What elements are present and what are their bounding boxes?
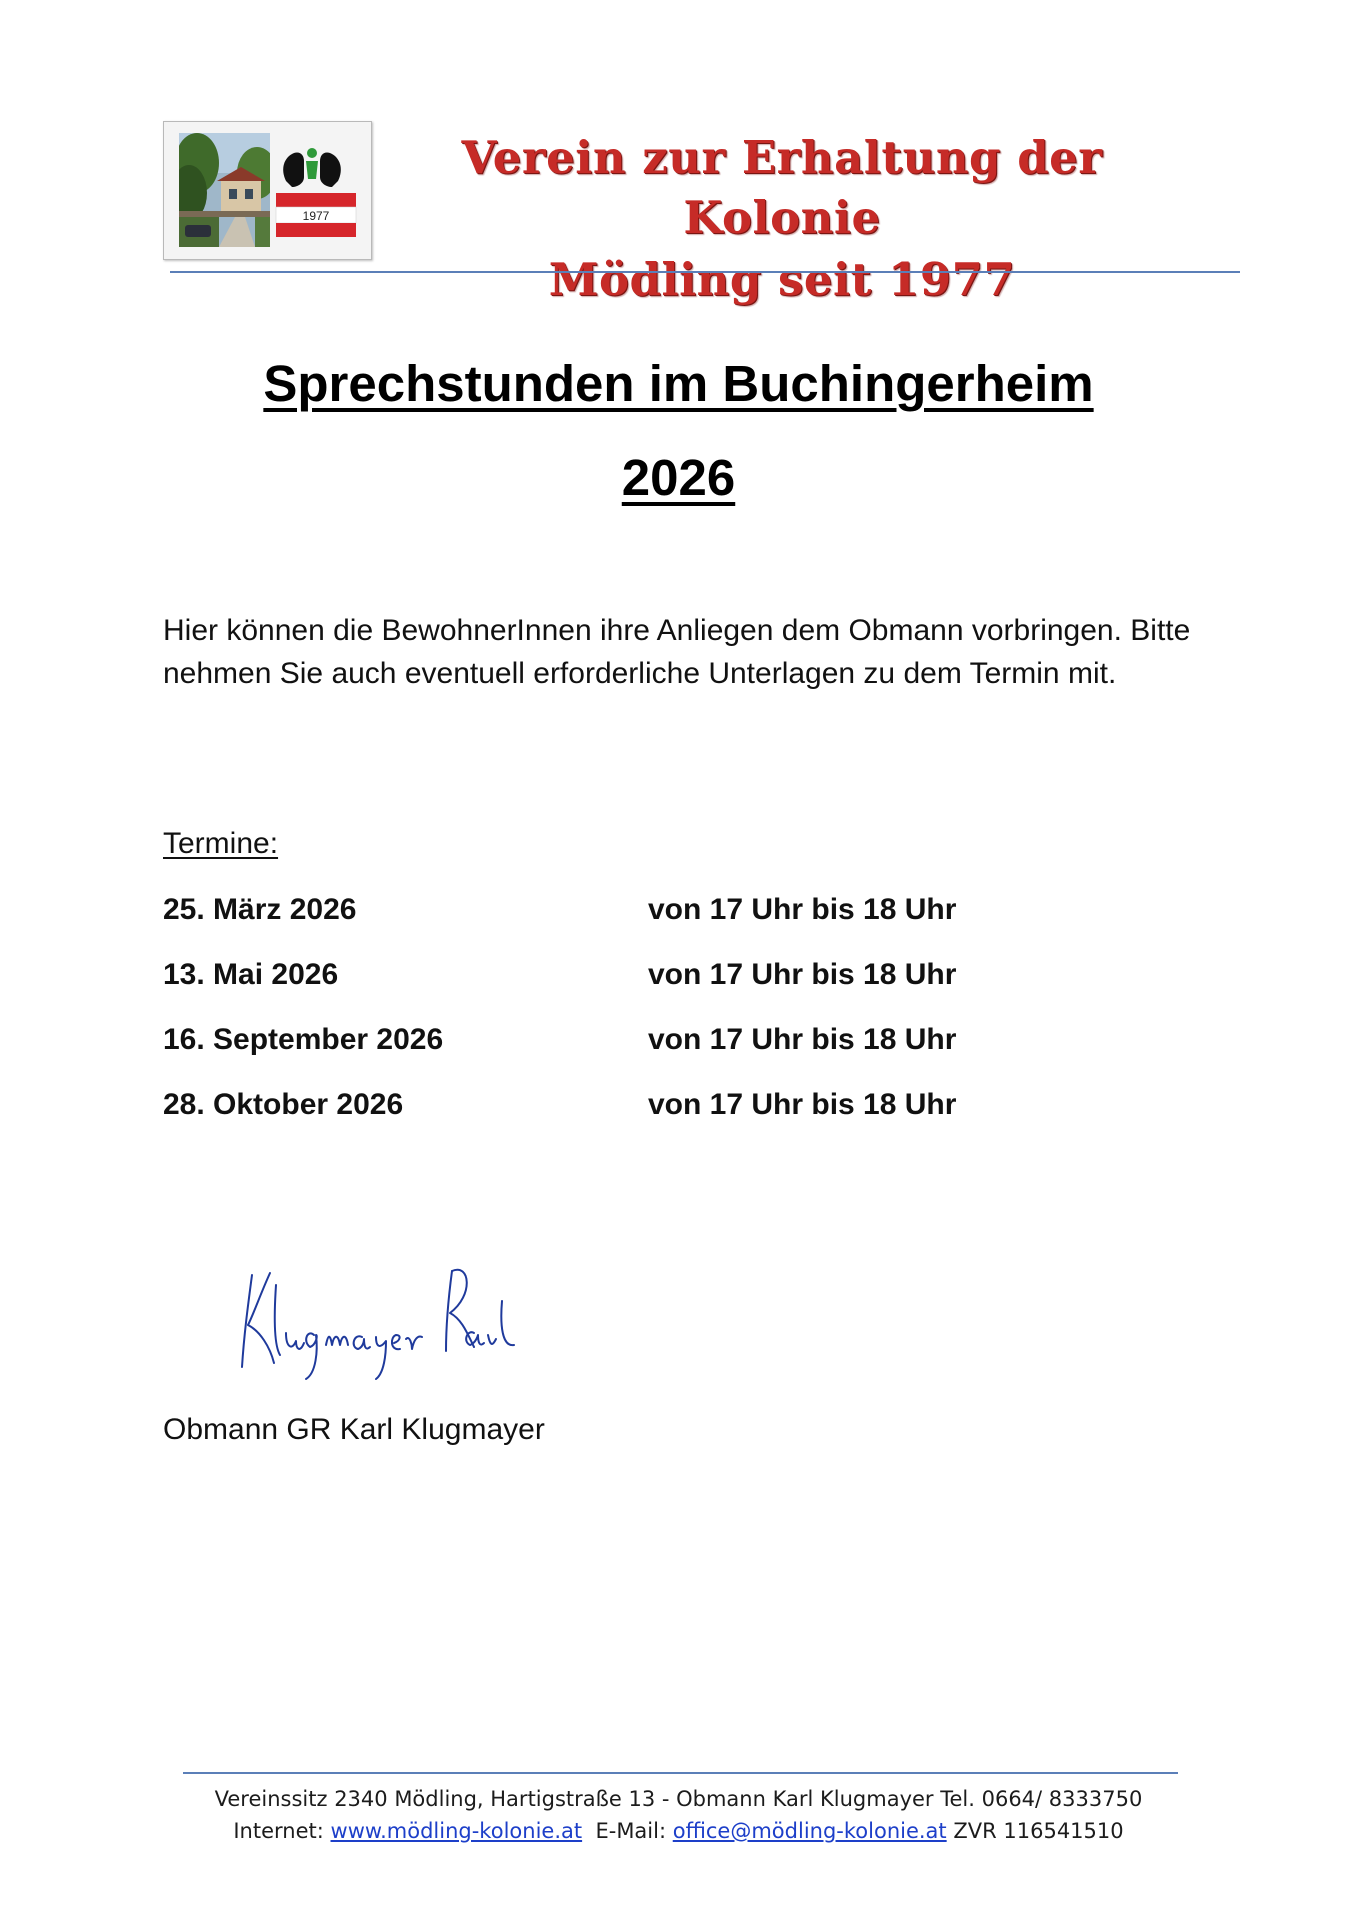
appointment-row bbox=[163, 890, 1063, 930]
page-title: Sprechstunden im Buchingerheim bbox=[263, 355, 1094, 412]
logo-year: 1977 bbox=[302, 209, 330, 223]
intro-paragraph: Hier können die BewohnerInnen ihre Anliegen dem Obmann vorbringen. Bitte nehmen Sie auch eventuell erforderliche Unterlagen zu dem Termin mit. bbox=[163, 614, 1191, 690]
appointment-date: 16. September 2026 bbox=[163, 1023, 444, 1056]
handwritten-signature bbox=[230, 1255, 530, 1385]
page-title-year: 2026 bbox=[621, 449, 736, 506]
footer-divider bbox=[183, 1772, 1178, 1774]
organization-name bbox=[372, 128, 1192, 312]
footer-address: Vereinssitz 2340 Mödling, Hartigstraße 13 - Obmann Karl Klugmayer Tel. 0664/ 8333750 bbox=[214, 1787, 1143, 1811]
appointments-heading: Termine: bbox=[163, 827, 279, 860]
internet-label: Internet: bbox=[233, 1819, 324, 1843]
footer-contact bbox=[0, 1815, 1357, 1847]
association-logo bbox=[163, 121, 372, 260]
street-photo-image bbox=[179, 133, 272, 247]
appointment-row bbox=[163, 1020, 1063, 1060]
org-name-line2: Mödling seit 1977 bbox=[548, 253, 1016, 306]
appointment-time: von 17 Uhr bis 18 Uhr bbox=[648, 893, 957, 926]
zvr-number: ZVR 116541510 bbox=[953, 1819, 1124, 1843]
header-divider bbox=[170, 271, 1240, 273]
email-label: E-Mail: bbox=[595, 1819, 667, 1843]
appointment-date: 28. Oktober 2026 bbox=[163, 1088, 404, 1121]
hands-emblem-icon bbox=[270, 133, 362, 247]
appointment-time: von 17 Uhr bis 18 Uhr bbox=[648, 1088, 957, 1121]
appointment-date: 25. März 2026 bbox=[163, 893, 357, 926]
appointment-date: 13. Mai 2026 bbox=[163, 958, 339, 991]
website-link[interactable]: www.mödling-kolonie.at bbox=[330, 1819, 583, 1843]
appointment-time: von 17 Uhr bis 18 Uhr bbox=[648, 958, 957, 991]
email-link[interactable]: office@mödling-kolonie.at bbox=[672, 1819, 947, 1843]
signer-name: Obmann GR Karl Klugmayer bbox=[163, 1413, 545, 1446]
org-name-line1: Verein zur Erhaltung der Kolonie bbox=[461, 131, 1103, 244]
appointment-time: von 17 Uhr bis 18 Uhr bbox=[648, 1023, 957, 1056]
appointment-row bbox=[163, 1085, 1063, 1125]
appointment-row bbox=[163, 955, 1063, 995]
